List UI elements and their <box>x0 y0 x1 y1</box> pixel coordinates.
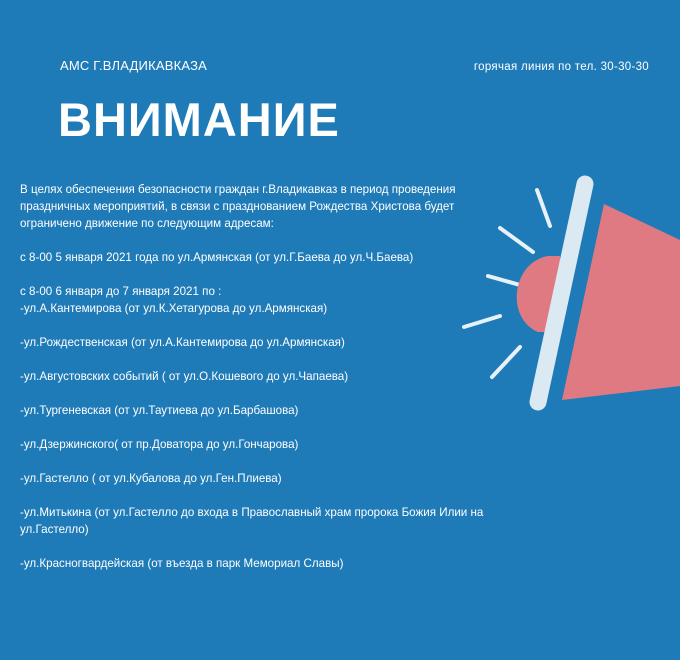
announcement-body <box>20 181 510 572</box>
page-title: ВНИМАНИЕ <box>58 93 340 146</box>
intro-paragraph: В целях обеспечения безопасности граждан г.Владикавказ в период проведения праздничных мероприятий, в связи с празднованием Рождества Христова будет ограничено движение по следующим адресам: <box>20 183 456 230</box>
first-restriction: с 8-00 5 января 2021 года по ул.Армянская (от ул.Г.Баева до ул.Ч.Баева) <box>20 251 414 264</box>
street-item: -ул.Гастелло ( от ул.Кубалова до ул.Ген.Плиева) <box>20 472 282 485</box>
street-item: -ул.Рождественская (от ул.А.Кантемирова до ул.Армянская) <box>20 336 345 349</box>
hotline-text: горячая линия по тел. 30-30-30 <box>473 61 649 73</box>
street-item: -ул.Тургеневская (от ул.Таутиева до ул.Барбашова) <box>20 404 299 417</box>
organization-name: АМС Г.ВЛАДИКАВКАЗА <box>60 58 208 73</box>
second-restriction-heading: с 8-00 6 января до 7 января 2021 по : <box>20 285 222 298</box>
megaphone-cone <box>562 204 680 400</box>
megaphone-ring <box>538 184 585 402</box>
street-item: -ул.Красногвардейская (от въезда в парк Мемориал Славы) <box>20 557 344 570</box>
street-item: -ул.Митькина (от ул.Гастелло до входа в Православный храм пророка Божия Илии на ул.Гастелло) <box>20 506 484 536</box>
street-item: -ул.А.Кантемирова (от ул.К.Хетагурова до ул.Армянская) <box>20 302 328 315</box>
street-item: -ул.Дзержинского( от пр.Доватора до ул.Гончарова) <box>20 438 299 451</box>
street-item: -ул.Августовских событий ( от ул.О.Кошевого до ул.Чапаева) <box>20 370 349 383</box>
megaphone-bulb <box>517 256 560 332</box>
